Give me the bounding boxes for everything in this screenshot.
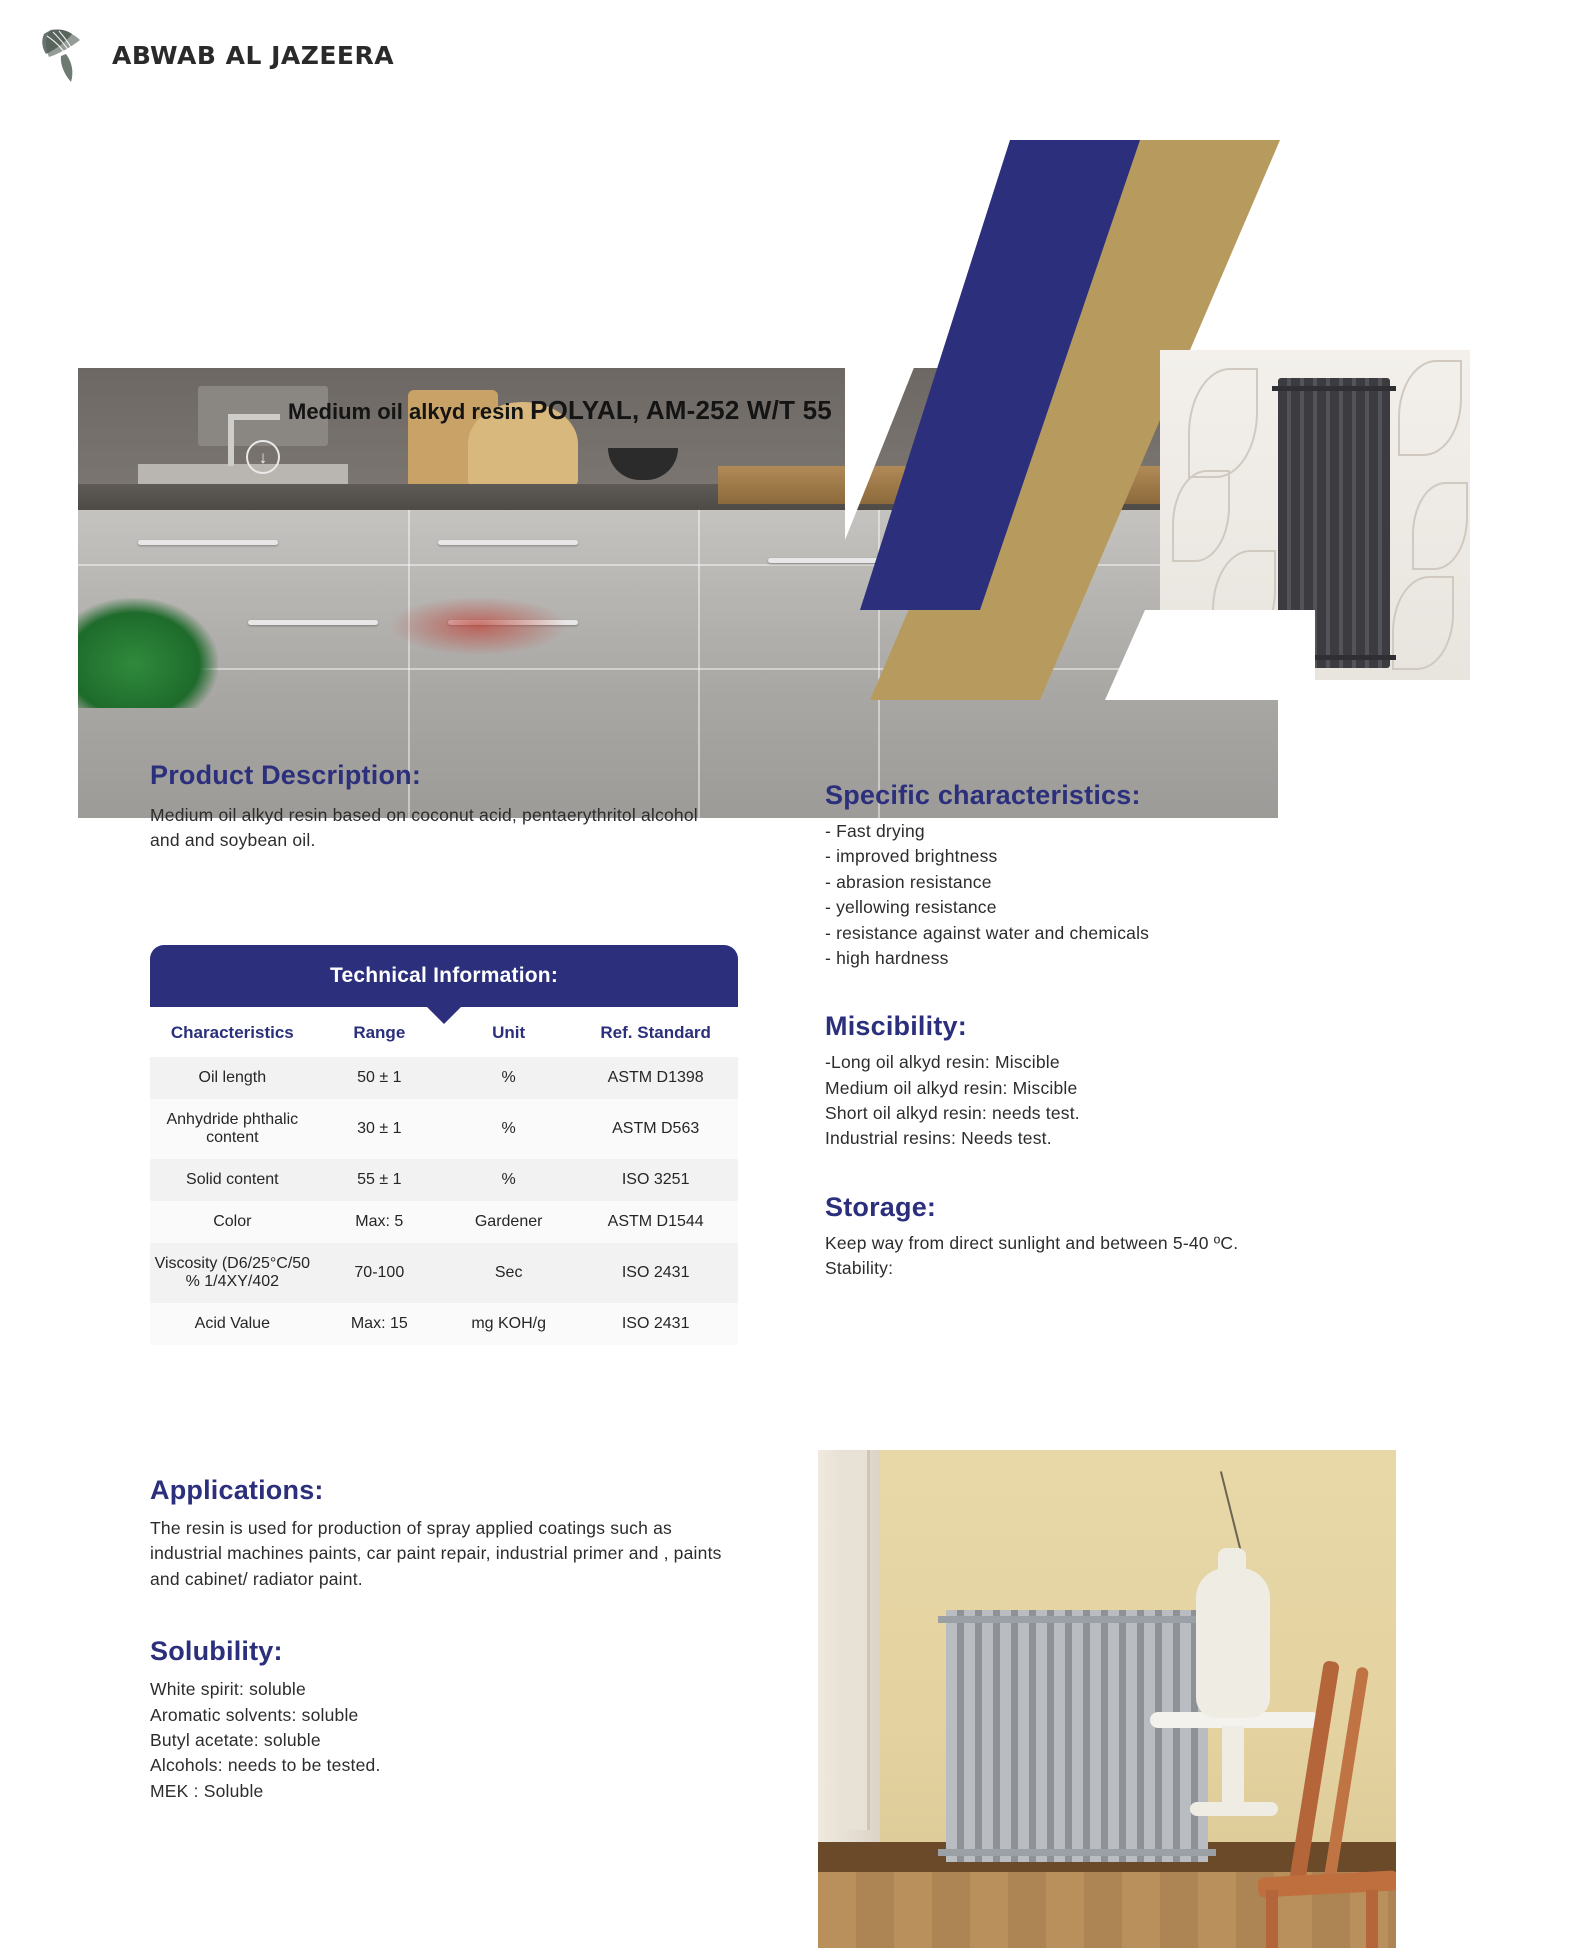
hero-title-product: POLYAL, AM-252 W/T 55 [530, 395, 832, 425]
right-column [825, 780, 1445, 1288]
cell-range: 50 ± 1 [357, 1069, 402, 1086]
miscibility-section [825, 1011, 1445, 1152]
list-item: - abrasion resistance [825, 871, 992, 892]
list-item: -Long oil alkyd resin: Miscible [825, 1052, 1060, 1073]
technical-heading-label: Technical Information: [329, 964, 559, 987]
cell-standard: ASTM D1544 [607, 1213, 704, 1230]
list-item: - yellowing resistance [825, 897, 997, 918]
cell-characteristic: Anhydride phthalic content [166, 1111, 299, 1146]
table-row [150, 1243, 738, 1303]
cell-unit: % [501, 1171, 516, 1188]
cell-range: Max: 5 [355, 1213, 404, 1230]
cell-standard: ISO 3251 [621, 1171, 690, 1188]
product-description-text: Medium oil alkyd resin based on coconut acid, pentaerythritol alcohol and and soybean oil. [150, 805, 698, 851]
technical-information-heading [150, 945, 738, 1007]
cell-unit: Sec [494, 1264, 523, 1281]
cell-characteristic: Color [213, 1213, 252, 1230]
list-item: White spirit: soluble [150, 1679, 306, 1700]
list-item: Alcohols: needs to be tested. [150, 1755, 381, 1776]
cell-characteristic: Oil length [198, 1069, 267, 1086]
fan-leaf-logo-icon [38, 24, 96, 86]
table-row [150, 1303, 738, 1345]
cell-range: 30 ± 1 [357, 1120, 402, 1137]
list-item: - resistance against water and chemicals [825, 922, 1150, 943]
list-item: Industrial resins: Needs test. [825, 1128, 1052, 1149]
list-item: - Fast drying [825, 821, 925, 841]
specific-characteristics-heading: Specific characteristics: [825, 780, 1141, 810]
list-item: Keep way from direct sunlight and between 5-40 ºC. [825, 1232, 1239, 1253]
solubility-section [150, 1636, 740, 1804]
storage-heading: Storage: [825, 1191, 937, 1222]
applications-text: The resin is used for production of spray applied coatings such as industrial machines paints, car paint repair, industrial primer and , paints and cabinet/ radiator paint. [150, 1518, 722, 1589]
technical-information-card [150, 945, 738, 1345]
heading-notch [427, 1007, 461, 1024]
cell-unit: mg KOH/g [471, 1315, 546, 1332]
cell-unit: % [501, 1069, 516, 1086]
column-unit: Unit [444, 1007, 573, 1057]
cell-range: Max: 15 [350, 1315, 408, 1332]
cell-characteristic: Solid content [186, 1171, 279, 1188]
applications-heading: Applications: [150, 1475, 324, 1505]
hero-banner [0, 140, 1572, 700]
radiator-illustration [1278, 378, 1390, 668]
column-characteristics: Characteristics [150, 1007, 315, 1057]
list-item: Short oil alkyd resin: needs test. [825, 1103, 1080, 1123]
room-radiator-photo [818, 1450, 1396, 1948]
cell-unit: Gardener [474, 1213, 543, 1230]
list-item: Stability: [825, 1258, 894, 1279]
column-range: Range [315, 1007, 444, 1057]
cell-standard: ASTM D563 [612, 1120, 700, 1137]
download-arrow-icon: ↓ [246, 440, 280, 474]
product-description-heading: Product Description: [150, 760, 422, 790]
applications-section [150, 1475, 740, 1804]
cell-range: 70-100 [354, 1264, 405, 1281]
brand-name: ABWAB AL JAZEERA [112, 40, 395, 70]
brand-header [38, 24, 394, 86]
list-item: Medium oil alkyd resin: Miscible [825, 1077, 1078, 1098]
navy-accent-shape [860, 140, 1280, 700]
cell-standard: ISO 2431 [621, 1264, 690, 1281]
cell-standard: ASTM D1398 [607, 1069, 704, 1086]
column-ref-standard: Ref. Standard [573, 1007, 738, 1057]
storage-section [825, 1192, 1445, 1282]
cell-standard: ISO 2431 [621, 1315, 690, 1332]
cell-range: 55 ± 1 [357, 1171, 402, 1188]
list-item: Aromatic solvents: soluble [150, 1704, 359, 1725]
miscibility-heading: Miscibility: [825, 1011, 967, 1042]
hero-title-prefix: Medium oil alkyd resin [288, 399, 524, 424]
list-item: - improved brightness [825, 846, 998, 867]
product-description-section [150, 760, 750, 854]
table-row [150, 1057, 738, 1099]
table-row [150, 1159, 738, 1201]
hero-title [288, 395, 832, 426]
technical-table [150, 1007, 738, 1345]
cell-unit: % [501, 1120, 516, 1137]
cell-characteristic: Viscosity (D6/25°C/50 % 1/4XY/402 [154, 1255, 311, 1290]
list-item: Butyl acetate: soluble [150, 1729, 321, 1750]
specific-characteristics-section [825, 780, 1445, 971]
solubility-heading: Solubility: [150, 1636, 283, 1667]
table-row [150, 1099, 738, 1159]
cell-characteristic: Acid Value [194, 1315, 270, 1332]
list-item: - high hardness [825, 947, 949, 968]
table-row [150, 1201, 738, 1243]
list-item: MEK : Soluble [150, 1780, 264, 1801]
